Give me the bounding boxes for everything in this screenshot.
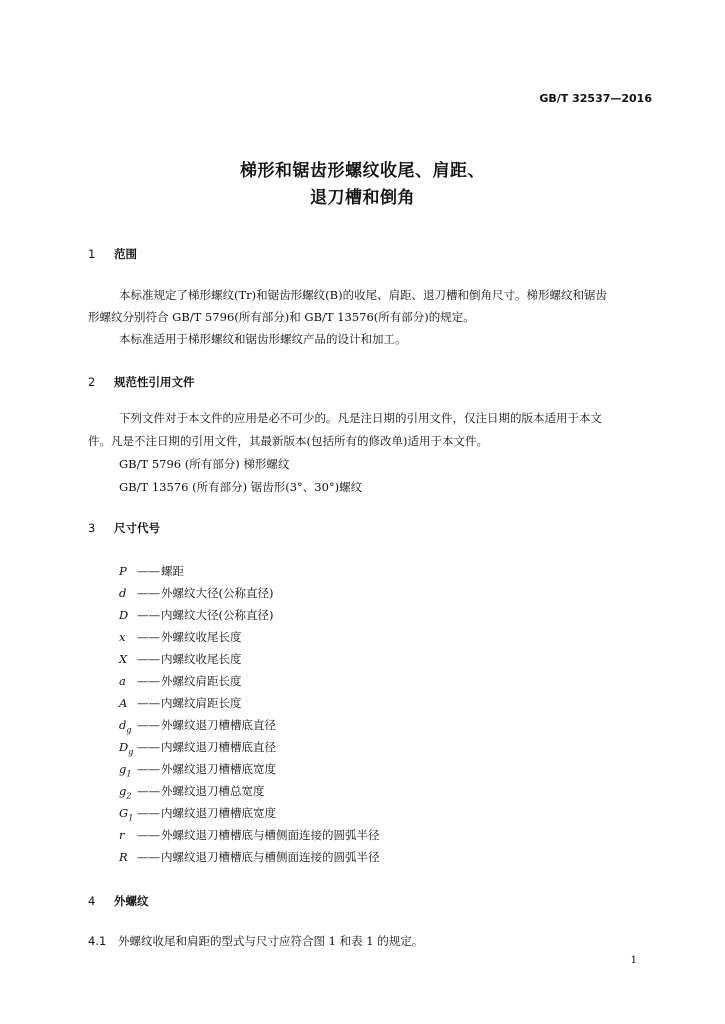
section-3-title: 尺寸代号: [114, 521, 160, 535]
symbol: $g_2$: [119, 784, 132, 801]
symbol-item-dg: [119, 717, 276, 734]
dash: ——: [137, 784, 160, 798]
dash: ——: [137, 740, 160, 754]
normative-reference-2: GB/T 13576 (所有部分) 锯齿形(3°、30°)螺纹: [119, 480, 363, 494]
section-2-paragraph-line-1: 下列文件对于本文件的应用是必不可少的。凡是注日期的引用文件，仅注日期的版本适用于本文: [119, 411, 602, 425]
symbol-description: 内螺纹大径(公称直径): [161, 608, 274, 622]
section-3-heading: [88, 520, 160, 536]
dash: ——: [137, 564, 160, 578]
symbol-description: 内螺纹退刀槽槽底宽度: [161, 806, 276, 820]
clause-4-1-number: 4.1: [88, 934, 107, 948]
symbol-item-x: [119, 629, 242, 645]
dash: ——: [137, 652, 160, 666]
dash: ——: [137, 718, 160, 732]
dash: ——: [137, 630, 160, 644]
clause-4-1-text: 外螺纹收尾和肩距的型式与尺寸应符合图 1 和表 1 的规定。: [118, 934, 424, 948]
symbol: a: [119, 674, 126, 688]
section-4-heading: [88, 893, 149, 909]
section-4-number: 4: [88, 894, 96, 908]
clause-4-1: [88, 930, 423, 952]
symbol-description: 内螺纹退刀槽槽底直径: [161, 740, 276, 754]
document-title-line-1: 梯形和锯齿形螺纹收尾、肩距、: [240, 161, 485, 181]
dash: ——: [137, 608, 160, 622]
symbol: d: [119, 586, 127, 600]
section-2-number: 2: [88, 375, 96, 389]
symbol: X: [119, 652, 128, 666]
symbol: $g_1$: [119, 762, 132, 779]
section-1-paragraph-1-line-1: 本标准规定了梯形螺纹(Tr)和锯齿形螺纹(B)的收尾、肩距、退刀槽和倒角尺寸。梯形螺纹和锯齿: [119, 288, 608, 302]
symbol-description: 外螺纹退刀槽槽底直径: [161, 718, 276, 732]
section-1-paragraph-2: 本标准适用于梯形螺纹和锯齿形螺纹产品的设计和加工。: [119, 332, 407, 346]
section-2-title: 规范性引用文件: [114, 375, 195, 389]
symbol: P: [119, 564, 127, 578]
symbol-description: 外螺纹肩距长度: [161, 674, 242, 688]
page-number: 1: [630, 955, 637, 966]
dash: ——: [137, 696, 160, 710]
symbol-description: 外螺纹退刀槽总宽度: [161, 784, 265, 798]
symbol: D: [119, 608, 129, 622]
document-title-line-2: 退刀槽和倒角: [310, 188, 415, 208]
dash: ——: [137, 586, 160, 600]
section-3-number: 3: [88, 521, 96, 535]
symbol-description: 螺距: [161, 564, 184, 578]
section-1-heading: [88, 246, 137, 262]
dash: ——: [137, 806, 160, 820]
symbol-description: 内螺纹退刀槽槽底与槽侧面连接的圆弧半径: [161, 850, 380, 864]
symbol: $d_g$: [119, 718, 132, 735]
symbol-item-P: [119, 563, 184, 579]
symbol-description: 外螺纹大径(公称直径): [161, 586, 274, 600]
symbol-item-D: [119, 607, 273, 623]
symbol-item-r: [119, 827, 380, 843]
symbol: $D_g$: [119, 740, 134, 757]
symbol-item-a: [119, 673, 242, 689]
section-1-paragraph-1-line-2: 形螺纹分别符合 GB/T 5796(所有部分)和 GB/T 13576(所有部分)的规定。: [88, 310, 475, 324]
dash: ——: [137, 674, 160, 688]
symbol: R: [119, 850, 128, 864]
symbol-item-d: [119, 585, 273, 601]
symbol: $G_1$: [119, 806, 134, 823]
symbol-description: 内螺纹肩距长度: [161, 696, 242, 710]
dash: ——: [137, 828, 160, 842]
symbol-item-Dg: [119, 739, 276, 756]
normative-reference-1: GB/T 5796 (所有部分) 梯形螺纹: [119, 457, 290, 471]
section-2-heading: [88, 374, 195, 390]
symbol-description: 内螺纹收尾长度: [161, 652, 242, 666]
section-1-title: 范围: [114, 247, 137, 261]
dash: ——: [137, 762, 160, 776]
section-2-paragraph-line-2: 件。凡是不注日期的引用文件，其最新版本(包括所有的修改单)适用于本文件。: [88, 434, 488, 448]
standard-number: GB/T 32537—2016: [539, 92, 652, 105]
dash: ——: [137, 850, 160, 864]
symbol: r: [119, 828, 125, 842]
symbol: A: [119, 696, 128, 710]
section-4-title: 外螺纹: [114, 894, 149, 908]
symbol-item-g1: [119, 761, 276, 778]
symbol-item-X: [119, 651, 242, 667]
symbol-item-R: [119, 849, 380, 865]
section-1-number: 1: [88, 247, 96, 261]
symbol-description: 外螺纹收尾长度: [161, 630, 242, 644]
symbol-description: 外螺纹退刀槽槽底与槽侧面连接的圆弧半径: [161, 828, 380, 842]
symbol-item-A: [119, 695, 242, 711]
symbol-description: 外螺纹退刀槽槽底宽度: [161, 762, 276, 776]
symbol-item-G1: [119, 805, 276, 822]
symbol-item-g2: [119, 783, 265, 800]
symbol: x: [119, 630, 126, 644]
